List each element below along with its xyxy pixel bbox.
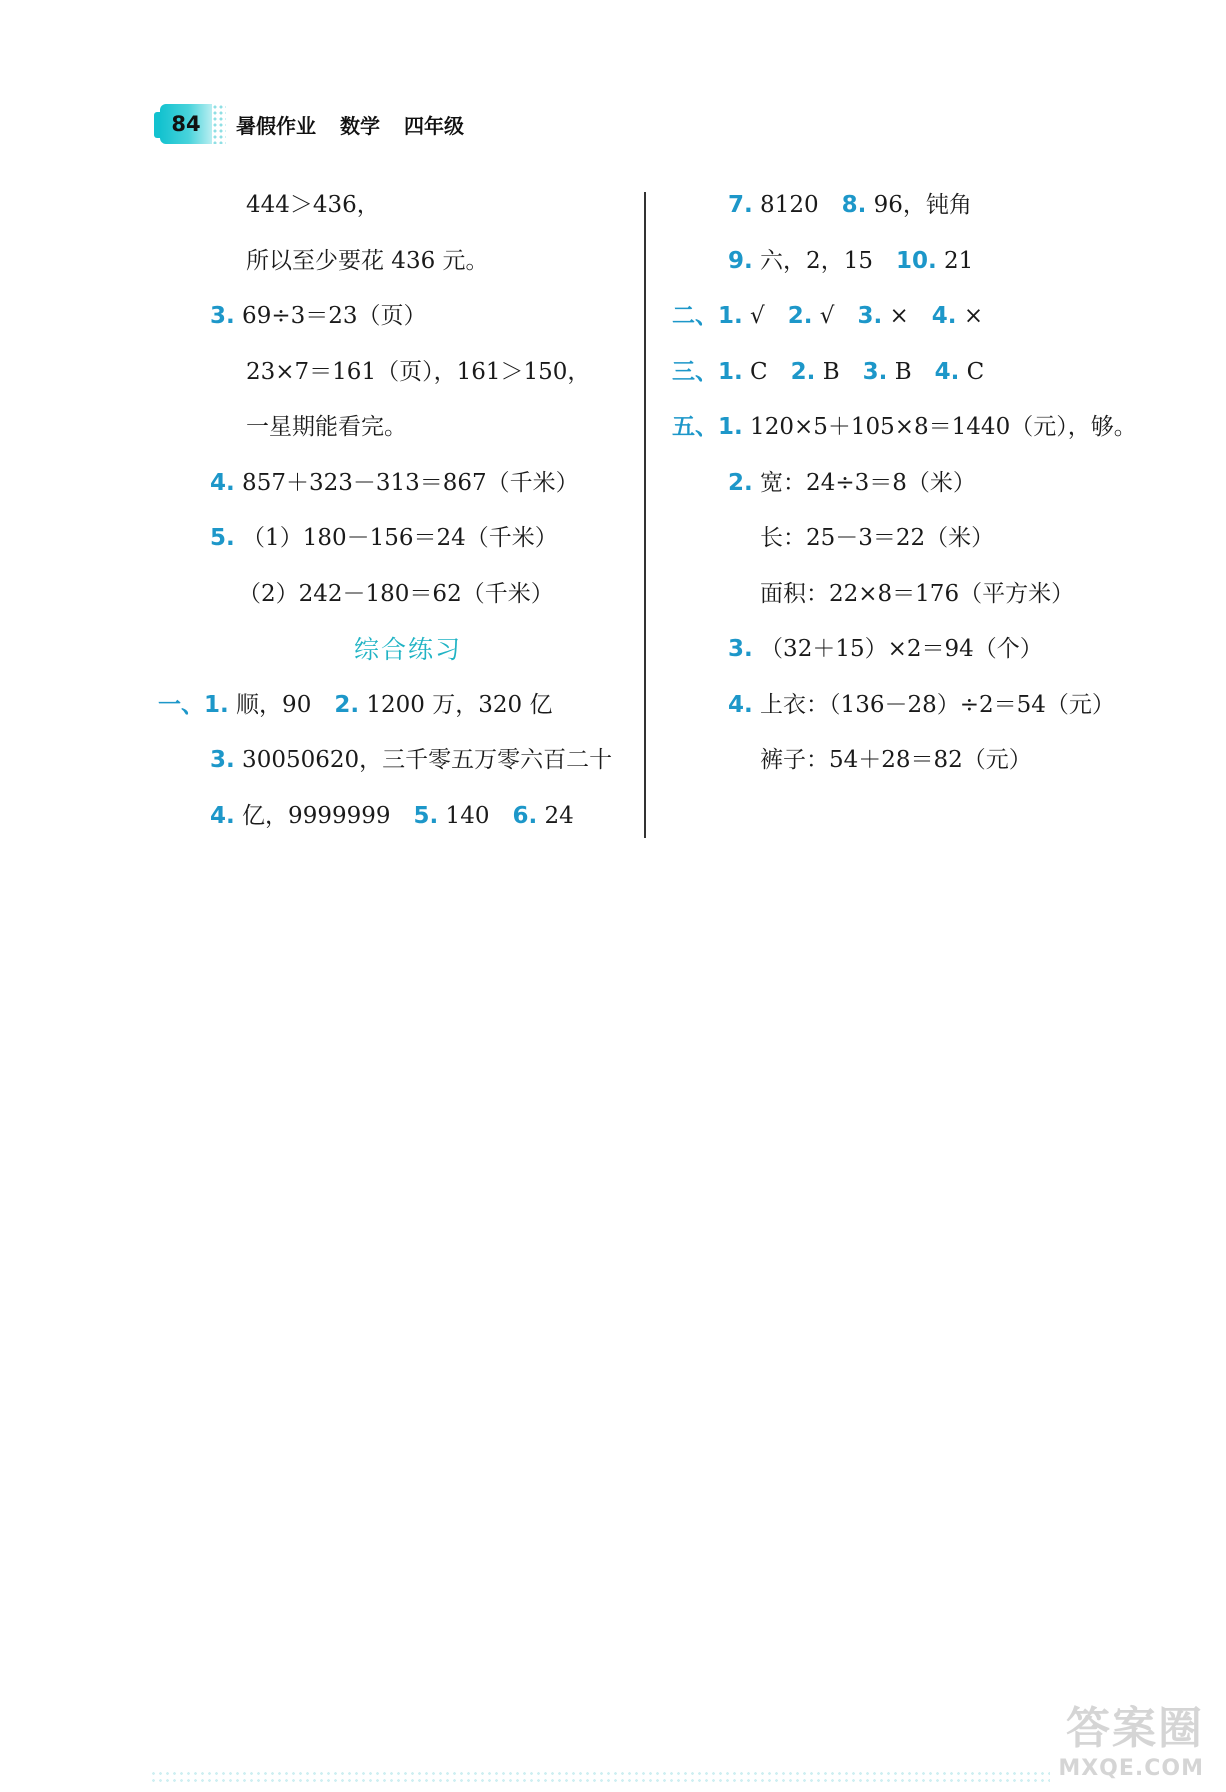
question-number: 10. <box>895 247 937 274</box>
left-column <box>148 178 638 844</box>
answer-line <box>148 345 638 401</box>
answer-text: √ <box>742 303 788 329</box>
answer-text: × <box>882 303 932 329</box>
answer-line <box>672 345 1192 401</box>
right-column <box>672 178 1192 789</box>
question-number: 3. <box>862 358 888 385</box>
answer-line <box>672 511 1192 567</box>
answer-text: 一星期能看完。 <box>246 414 407 440</box>
question-number: 4. <box>210 802 235 829</box>
section-title: 综合练习 <box>353 635 462 664</box>
watermark-url: MXQE.COM <box>1058 1756 1204 1781</box>
watermark-logo: 答案圈 <box>1066 1703 1204 1754</box>
answer-text: （32＋15）×2＝94（个） <box>752 636 1043 662</box>
question-number: 9. <box>728 247 753 274</box>
answer-text: 96，钝角 <box>866 192 972 218</box>
answer-line <box>672 289 1192 345</box>
dots-decoration <box>212 104 226 144</box>
answer-line <box>672 456 1192 512</box>
subject-label: 数学 <box>340 113 380 138</box>
answer-line <box>148 511 638 567</box>
answer-text: 120×5＋105×8＝1440（元），够。 <box>742 414 1137 440</box>
section-number: 三、 <box>672 358 718 385</box>
answer-text: 长：25－3＝22（米） <box>760 525 995 551</box>
answer-text: 30050620，三千零五万零六百二十 <box>234 747 613 773</box>
question-number: 4. <box>931 303 957 329</box>
question-number: 3. <box>728 636 753 662</box>
question-number: 1. <box>718 303 743 329</box>
page-number-tab <box>160 104 212 144</box>
answer-text: （1）180－156＝24（千米） <box>234 525 558 551</box>
question-number: 4. <box>934 358 960 385</box>
answer-text: 857＋323－313＝867（千米） <box>234 469 579 496</box>
answer-text: C <box>959 358 985 385</box>
answer-text: 23×7＝161（页），161＞150， <box>246 358 591 385</box>
question-number: 5. <box>210 525 235 551</box>
section-number: 一、 <box>158 691 204 718</box>
question-number: 3. <box>857 303 883 329</box>
question-number: 2. <box>787 303 813 329</box>
answer-text: 亿，9999999 <box>234 802 414 829</box>
question-number: 3. <box>210 303 235 329</box>
question-number: 6. <box>512 802 538 829</box>
question-number: 4. <box>728 691 753 718</box>
answer-text: B <box>815 358 863 385</box>
answer-text: 面积：22×8＝176（平方米） <box>760 580 1075 607</box>
answer-line <box>148 733 638 789</box>
answer-text: 24 <box>537 802 574 829</box>
answer-line <box>148 289 638 345</box>
answer-line <box>148 178 638 234</box>
question-number: 5. <box>413 802 439 829</box>
question-number: 2. <box>334 691 360 718</box>
question-number: 1. <box>718 358 743 385</box>
answer-line <box>672 733 1192 789</box>
answer-text: 8120 <box>752 192 842 218</box>
answer-line <box>148 789 638 845</box>
page-number: 84 <box>171 112 201 136</box>
answer-text: 21 <box>936 247 974 274</box>
watermark <box>1034 1692 1204 1782</box>
answer-line <box>148 234 638 290</box>
question-number: 2. <box>790 358 816 385</box>
answer-text: 顺，90 <box>228 691 335 718</box>
answer-text: 裤子：54＋28＝82（元） <box>760 747 1032 773</box>
answer-line <box>148 567 638 623</box>
answer-line <box>672 178 1192 234</box>
question-number: 7. <box>728 192 753 218</box>
answer-text: 140 <box>438 802 513 829</box>
question-number: 3. <box>210 747 235 773</box>
answer-line <box>148 456 638 512</box>
answer-line <box>672 567 1192 623</box>
answer-line <box>672 678 1192 734</box>
answer-text: 1200 万，320 亿 <box>359 691 553 718</box>
question-number: 2. <box>728 469 753 496</box>
answer-text: × <box>956 303 984 329</box>
answer-text: 宽：24÷3＝8（米） <box>752 469 976 496</box>
answer-text: 六，2，15 <box>752 247 896 274</box>
answer-text: 444＞436， <box>246 192 380 218</box>
column-divider <box>644 192 646 838</box>
answer-text: C <box>742 358 791 385</box>
section-number: 五、 <box>672 414 718 440</box>
question-number: 1. <box>718 414 743 440</box>
answer-line <box>672 400 1192 456</box>
page-header <box>160 102 488 146</box>
answer-line <box>148 400 638 456</box>
answer-text: （2）242－180＝62（千米） <box>238 580 554 607</box>
book-title: 暑假作业 <box>236 113 316 138</box>
answer-text: B <box>887 358 935 385</box>
answer-text: 69÷3＝23（页） <box>234 303 427 329</box>
question-number: 1. <box>204 691 229 718</box>
answer-text: 上衣：（136－28）÷2＝54（元） <box>752 691 1115 718</box>
question-number: 8. <box>841 192 867 218</box>
grade-label: 四年级 <box>404 113 464 138</box>
answer-text: 所以至少要花 436 元。 <box>246 247 489 274</box>
answer-line <box>148 678 638 734</box>
answer-line <box>672 234 1192 290</box>
question-number: 4. <box>210 469 235 496</box>
bottom-dots-decoration <box>150 1770 1050 1784</box>
answer-line <box>672 622 1192 678</box>
answer-text: √ <box>812 303 858 329</box>
section-number: 二、 <box>672 303 718 329</box>
